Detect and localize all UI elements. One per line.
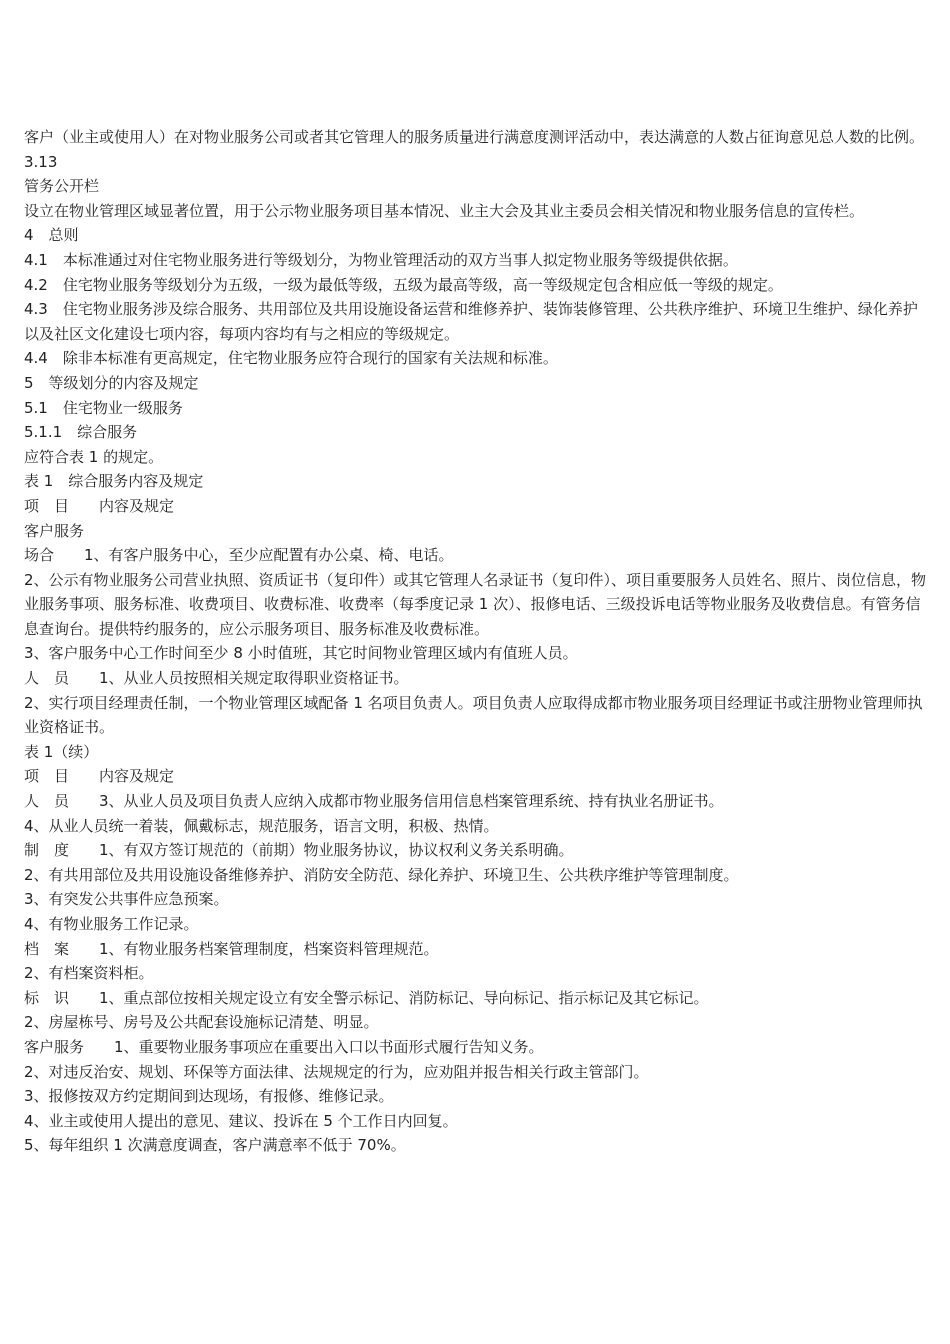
table-row: 2、实行项目经理责任制，一个物业管理区域配备 1 名项目负责人。项目负责人应取得成都市物业服务项目经理证书或注册物业管理师执业资格证书。 bbox=[24, 693, 923, 737]
section-heading: 4 总则 bbox=[24, 226, 79, 245]
table-row: 2、有档案资料柜。 bbox=[24, 964, 154, 983]
table-row: 2、公示有物业服务公司营业执照、资质证书（复印件）或其它管理人名录证书（复印件）、项目重要服务人员姓名、照片、岗位信息，物业服务事项、服务标准、收费项目、收费标准、收费率（每季度记录 1 次）、报修电话、三级投诉电话等物业服务及收费信息。有管务信息查询台。提供特约服务的，应公示服务项目、服务标准及收费标准。 bbox=[24, 570, 927, 638]
table-row: 3、有突发公共事件应急预案。 bbox=[24, 890, 229, 909]
section-heading: 5 等级划分的内容及规定 bbox=[24, 373, 199, 392]
table-row: 档 案 1、有物业服务档案管理制度，档案资料管理规范。 bbox=[24, 939, 439, 958]
text-line: 4.1 本标准通过对住宅物业服务进行等级划分，为物业管理活动的双方当事人拟定物业服务等级提供依据。 bbox=[24, 250, 738, 269]
table-row: 5、每年组织 1 次满意度调查，客户满意率不低于 70%。 bbox=[24, 1136, 406, 1155]
text-line: 客户（业主或使用人）在对物业服务公司或者其它管理人的服务质量进行满意度测评活动中，表达满意的人数占征询意见总人数的比例。 bbox=[24, 128, 925, 146]
table-row: 人 员 3、从业人员及项目负责人应纳入成都市物业服务信用信息档案管理系统、持有执业名册证书。 bbox=[24, 792, 724, 811]
table-row: 2、房屋栋号、房号及公共配套设施标记清楚、明显。 bbox=[24, 1013, 379, 1032]
table-row: 客户服务 bbox=[24, 521, 85, 540]
table-row: 客户服务 1、重要物业服务事项应在重要出入口以书面形式履行告知义务。 bbox=[24, 1037, 544, 1056]
text-line: 设立在物业管理区域显著位置，用于公示物业服务项目基本情况、业主大会及其业主委员会相关情况和物业服务信息的宣传栏。 bbox=[24, 201, 865, 220]
table-row: 4、从业人员统一着装，佩戴标志，规范服务，语言文明，积极、热情。 bbox=[24, 816, 499, 835]
table-row: 4、业主或使用人提出的意见、建议、投诉在 5 个工作日内回复。 bbox=[24, 1111, 458, 1130]
table-row: 3、客户服务中心工作时间至少 8 小时值班，其它时间物业管理区域内有值班人员。 bbox=[24, 644, 578, 663]
table-row: 人 员 1、从业人员按照相关规定取得职业资格证书。 bbox=[24, 669, 409, 688]
text-line: 4.2 住宅物业服务等级划分为五级，一级为最低等级，五级为最高等级，高一等级规定包含相应低一等级的规定。 bbox=[24, 275, 783, 294]
document-body bbox=[24, 125, 930, 1158]
table-row: 3、报修按双方约定期间到达现场，有报修、维修记录。 bbox=[24, 1087, 394, 1106]
text-line: 应符合表 1 的规定。 bbox=[24, 447, 164, 466]
table-caption: 表 1 综合服务内容及规定 bbox=[24, 472, 204, 491]
section-heading: 5.1.1 综合服务 bbox=[24, 423, 138, 442]
text-line: 3.13 bbox=[24, 152, 58, 171]
table-header: 项 目 内容及规定 bbox=[24, 496, 175, 515]
table-header: 项 目 内容及规定 bbox=[24, 767, 175, 786]
text-line: 4.4 除非本标准有更高规定，住宅物业服务应符合现行的国家有关法规和标准。 bbox=[24, 349, 558, 368]
section-heading: 5.1 住宅物业一级服务 bbox=[24, 398, 183, 417]
table-row: 标 识 1、重点部位按相关规定设立有安全警示标记、消防标记、导向标记、指示标记及其它标记。 bbox=[24, 988, 709, 1007]
table-row: 场合 1、有客户服务中心，至少应配置有办公桌、椅、电话。 bbox=[24, 546, 454, 565]
text-line: 管务公开栏 bbox=[24, 177, 100, 196]
text-line: 4.3 住宅物业服务涉及综合服务、共用部位及共用设施设备运营和维修养护、装饰装修管理、公共秩序维护、环境卫生维护、绿化养护以及社区文化建设七项内容，每项内容均有与之相应的等级规定。 bbox=[24, 300, 918, 343]
table-row: 制 度 1、有双方签订规范的（前期）物业服务协议，协议权利义务关系明确。 bbox=[24, 841, 574, 860]
table-row: 4、有物业服务工作记录。 bbox=[24, 915, 199, 933]
table-row: 2、有共用部位及共用设施设备维修养护、消防安全防范、绿化养护、环境卫生、公共秩序维护等管理制度。 bbox=[24, 865, 739, 884]
table-caption: 表 1（续） bbox=[24, 742, 99, 761]
table-row: 2、对违反治安、规划、环保等方面法律、法规规定的行为，应劝阻并报告相关行政主管部门。 bbox=[24, 1062, 649, 1081]
